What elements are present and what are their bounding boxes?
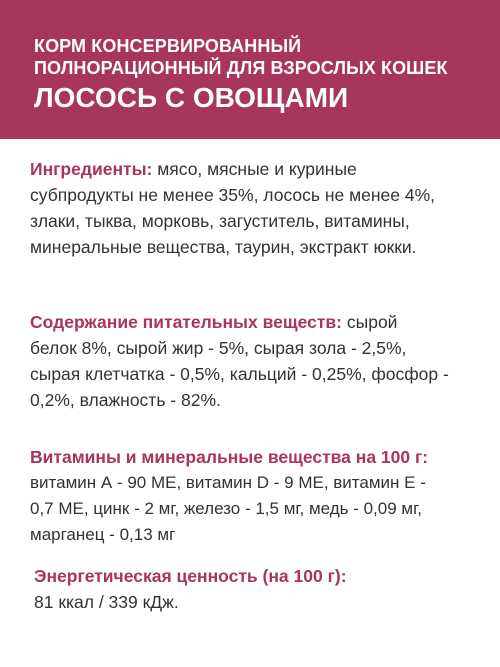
nutrients-label: Содержание питательных веществ: (30, 312, 343, 332)
ingredients-line-4: минеральные вещества, таурин, экстракт юкки. (30, 237, 417, 257)
vitamins-line-1: витамин А - 90 МЕ, витамин D - 9 МЕ, витамин Е - (30, 473, 426, 492)
nutrients-line-2: белок 8%, сырой жир - 5%, сырая зола - 2,5%, (30, 338, 407, 358)
ingredients-line-2: субпродукты не менее 35%, лосось не менее 4%, (30, 185, 436, 205)
product-type-line-2: ПОЛНОРАЦИОННЫЙ ДЛЯ ВЗРОСЛЫХ КОШЕК (34, 58, 448, 78)
vitamins-line-2: 0,7 МЕ, цинк - 2 мг, железо - 1,5 мг, медь - 0,09 мг, (30, 499, 422, 518)
ingredients-line-3: злаки, тыква, морковь, загуститель, витамины, (30, 211, 410, 231)
nutrients-section (30, 309, 475, 413)
header-banner (0, 0, 500, 139)
product-title: ЛОСОСЬ С ОВОЩАМИ (34, 82, 349, 113)
energy-value: 81 ккал / 339 кДж. (34, 592, 179, 612)
nutrients-line-3: сырая клетчатка - 0,5%, кальций - 0,25%, фосфор - (30, 364, 449, 384)
nutrients-line-1 (30, 309, 475, 335)
nutrients-text-1: сырой (342, 312, 398, 332)
nutrients-line-4: 0,2%, влажность - 82%. (30, 390, 221, 410)
energy-section (34, 563, 479, 615)
ingredients-section (30, 156, 475, 260)
ingredients-text-1: мясо, мясные и куриные (152, 159, 357, 179)
ingredients-label: Ингредиенты: (30, 159, 153, 179)
vitamins-section (30, 444, 475, 548)
vitamins-label: Витамины и минеральные вещества на 100 г: (30, 447, 429, 467)
ingredients-line-1 (30, 156, 475, 182)
energy-label: Энергетическая ценность (на 100 г): (34, 566, 347, 586)
vitamins-line-3: марганец - 0,13 мг (30, 525, 176, 544)
product-type-line-1: КОРМ КОНСЕРВИРОВАННЫЙ (34, 36, 302, 56)
